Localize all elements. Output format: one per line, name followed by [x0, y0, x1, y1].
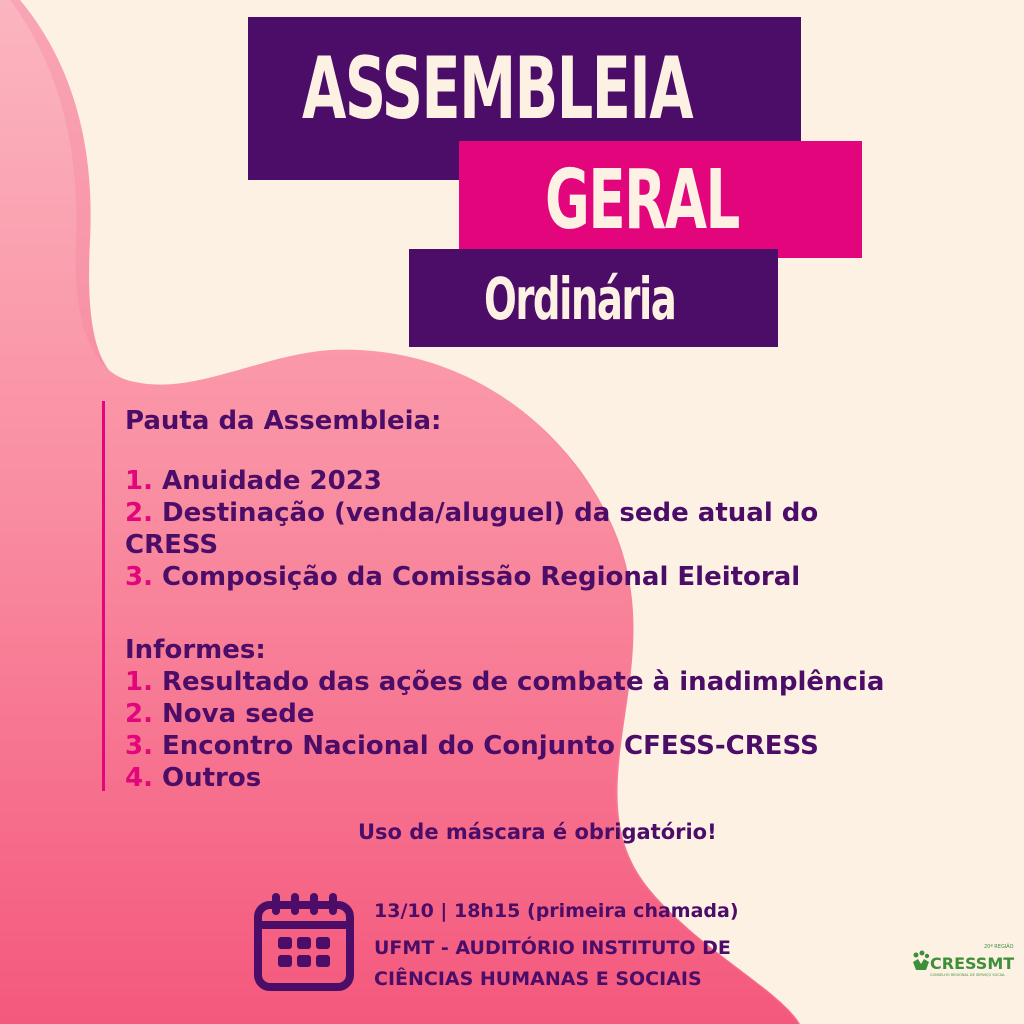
- pauta-list: [125, 465, 818, 593]
- cress-logo: [912, 944, 1015, 984]
- list-item: 2. Nova sede: [125, 699, 315, 729]
- informes-heading: Informes:: [125, 635, 266, 665]
- venue-line: UFMT - AUDITÓRIO INSTITUTO DE: [374, 937, 731, 959]
- calendar-icon: [254, 891, 354, 991]
- logo-name: CRESSMT: [930, 954, 1015, 973]
- list-item: 2. Destinação (venda/aluguel) da sede atual do: [125, 498, 819, 528]
- accent-divider: [102, 401, 105, 791]
- title-line-geral: GERAL: [545, 153, 739, 248]
- mask-notice: Uso de máscara é obrigatório!: [358, 820, 717, 844]
- list-item: 4. Outros: [125, 763, 262, 793]
- list-item: 3. Composição da Comissão Regional Eleitoral: [125, 562, 801, 592]
- logo-region: 20ª REGIÃO: [984, 944, 1014, 950]
- event-date: 13/10 | 18h15 (primeira chamada): [374, 900, 739, 922]
- list-item: 1. Anuidade 2023: [125, 466, 382, 496]
- informes-list: [125, 666, 884, 794]
- event-venue: [374, 933, 731, 995]
- list-item: CRESS: [125, 530, 219, 560]
- pauta-heading: Pauta da Assembleia:: [125, 406, 442, 436]
- title-line-ordinaria: Ordinária: [484, 265, 676, 333]
- people-icon: [912, 950, 930, 974]
- list-item: 3. Encontro Nacional do Conjunto CFESS-CRESS: [125, 731, 819, 761]
- list-item: 1. Resultado das ações de combate à inadimplência: [125, 667, 885, 697]
- title-line-assembleia: ASSEMBLEIA: [302, 39, 693, 139]
- logo-subtitle: CONSELHO REGIONAL DE SERVIÇO SOCIAL: [930, 973, 1006, 977]
- venue-line: CIÊNCIAS HUMANAS E SOCIAIS: [374, 968, 702, 990]
